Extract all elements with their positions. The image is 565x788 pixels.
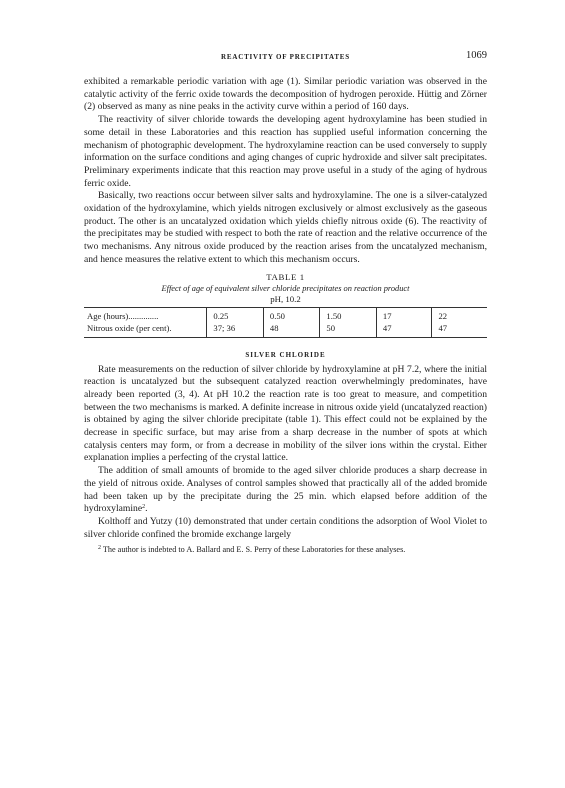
paragraph-continued: exhibited a remarkable periodic variation with age (1). Similar periodic variation was observed in the catalytic activity of the ferric oxide towards the decomposition of hydrogen peroxide. Hüttig and Zörner (2) observed as many as nine peaks in the activity curve within a period of 160 days. (84, 76, 487, 113)
data-table (84, 307, 487, 338)
footnote-marker: 2 (98, 545, 101, 552)
paragraph-text: The addition of small amounts of bromide to the aged silver chloride produces a sharp decrease in the yield of nitrous oxide. Analyses of control samples showed that practically all of the added bromide had been taken up by the precipitate during the 25 min. which elapsed before addition of the hydroxylamine (84, 465, 487, 515)
table-label: TABLE 1 (266, 271, 305, 282)
table-caption: Effect of age of equivalent silver chloride precipitates on reaction product (161, 283, 410, 293)
table-cell: 48 (263, 322, 320, 337)
running-head (84, 50, 487, 64)
table-cell: 0.25 (207, 307, 264, 322)
paragraph-hydroxylamine-reactivity: The reactivity of silver chloride towards the developing agent hydroxylamine has been studied in some detail in these Laboratories and this reaction has supplied useful information concerning the mechanism of photographic development. The hydroxylamine reaction can be used conversely to supply information on the surface conditions and aging changes of cupric hydroxide and silver salt precipitates. Preliminary experiments indicate that this reaction may prove useful in a study of the aging of hydrous ferric oxide. (84, 114, 487, 189)
table-cell: 1.50 (320, 307, 377, 322)
footnote-text: The author is indebted to A. Ballard and E. S. Perry of these Laboratories for these analyses. (102, 545, 406, 555)
table-cell: 50 (320, 322, 377, 337)
row-header-age: Age (hours).............. (84, 307, 207, 322)
paragraph-kolthoff: Kolthoff and Yutzy (10) demonstrated that under certain conditions the adsorption of Wool Violet to silver chloride confined the bromide exchange largely (84, 515, 487, 540)
footnote-reference: 2 (142, 504, 146, 511)
table-row (84, 322, 487, 337)
table-cell: 0.50 (263, 307, 320, 322)
section-heading: SILVER CHLORIDE (245, 350, 326, 359)
journal-page (84, 50, 487, 556)
table-cell: 47 (438, 323, 448, 334)
paragraph-bromide-addition: The addition of small amounts of bromide to the aged silver chloride produces a sharp decrease in the yield of nitrous oxide. Analyses of control samples showed that practically all of the added bromide had been taken up by the precipitate during the 25 min. which elapsed before addition of the hydroxylamine$^2$. (84, 465, 487, 515)
paragraph-rate-measurements: Rate measurements on the reduction of silver chloride by hydroxylamine at pH 7.2, where the initial reaction is uncatalyzed but the subsequent catalyzed reaction overwhelmingly predominates, have already been reported (3, 4). At pH 10.2 the reaction rate is too great to measure, and competition between the two mechanisms is marked. A definite increase in nitrous oxide yield (uncatalyzed reaction) is obtained by aging the silver chloride precipitate (table 1). This effect could not be explained by the decrease in specific surface, but may arise from a sharp decrease in the number of spots at which catalysis centers may form, or from a decrease in mobility of the silver ions within the crystal. Either explanation implies a perfecting of the crystal lattice. (84, 363, 487, 464)
table-cell: 22 (438, 310, 448, 321)
paragraph-two-reactions: Basically, two reactions occur between silver salts and hydroxylamine. The one is a silver-catalyzed oxidation of the hydroxylamine, which yields nitrogen exclusively or almost exclusively as the gaseous product. The other is an uncatalyzed oxidation which yields chiefly nitrous oxide (6). The reactivity of the precipitates may be studied with respect to both the rate of reaction and the relative occurrence of the two mechanisms. Any nitrous oxide produced by the reaction arises from the uncatalyzed mechanism, and hence measures the relative extent to which this mechanism occurs. (84, 190, 487, 265)
table-cell: 47 (376, 322, 432, 337)
table-cell: 17 (376, 307, 432, 322)
page-number: 1069 (466, 50, 487, 61)
table-1 (84, 272, 487, 338)
table-subcaption: pH, 10.2 (270, 293, 301, 304)
footnote (84, 545, 487, 555)
table-cell: 37; 36 (207, 322, 264, 337)
table-row (84, 307, 487, 322)
row-header-nitrous-oxide: Nitrous oxide (per cent). (84, 322, 207, 337)
running-title: REACTIVITY OF PRECIPITATES (221, 53, 350, 61)
